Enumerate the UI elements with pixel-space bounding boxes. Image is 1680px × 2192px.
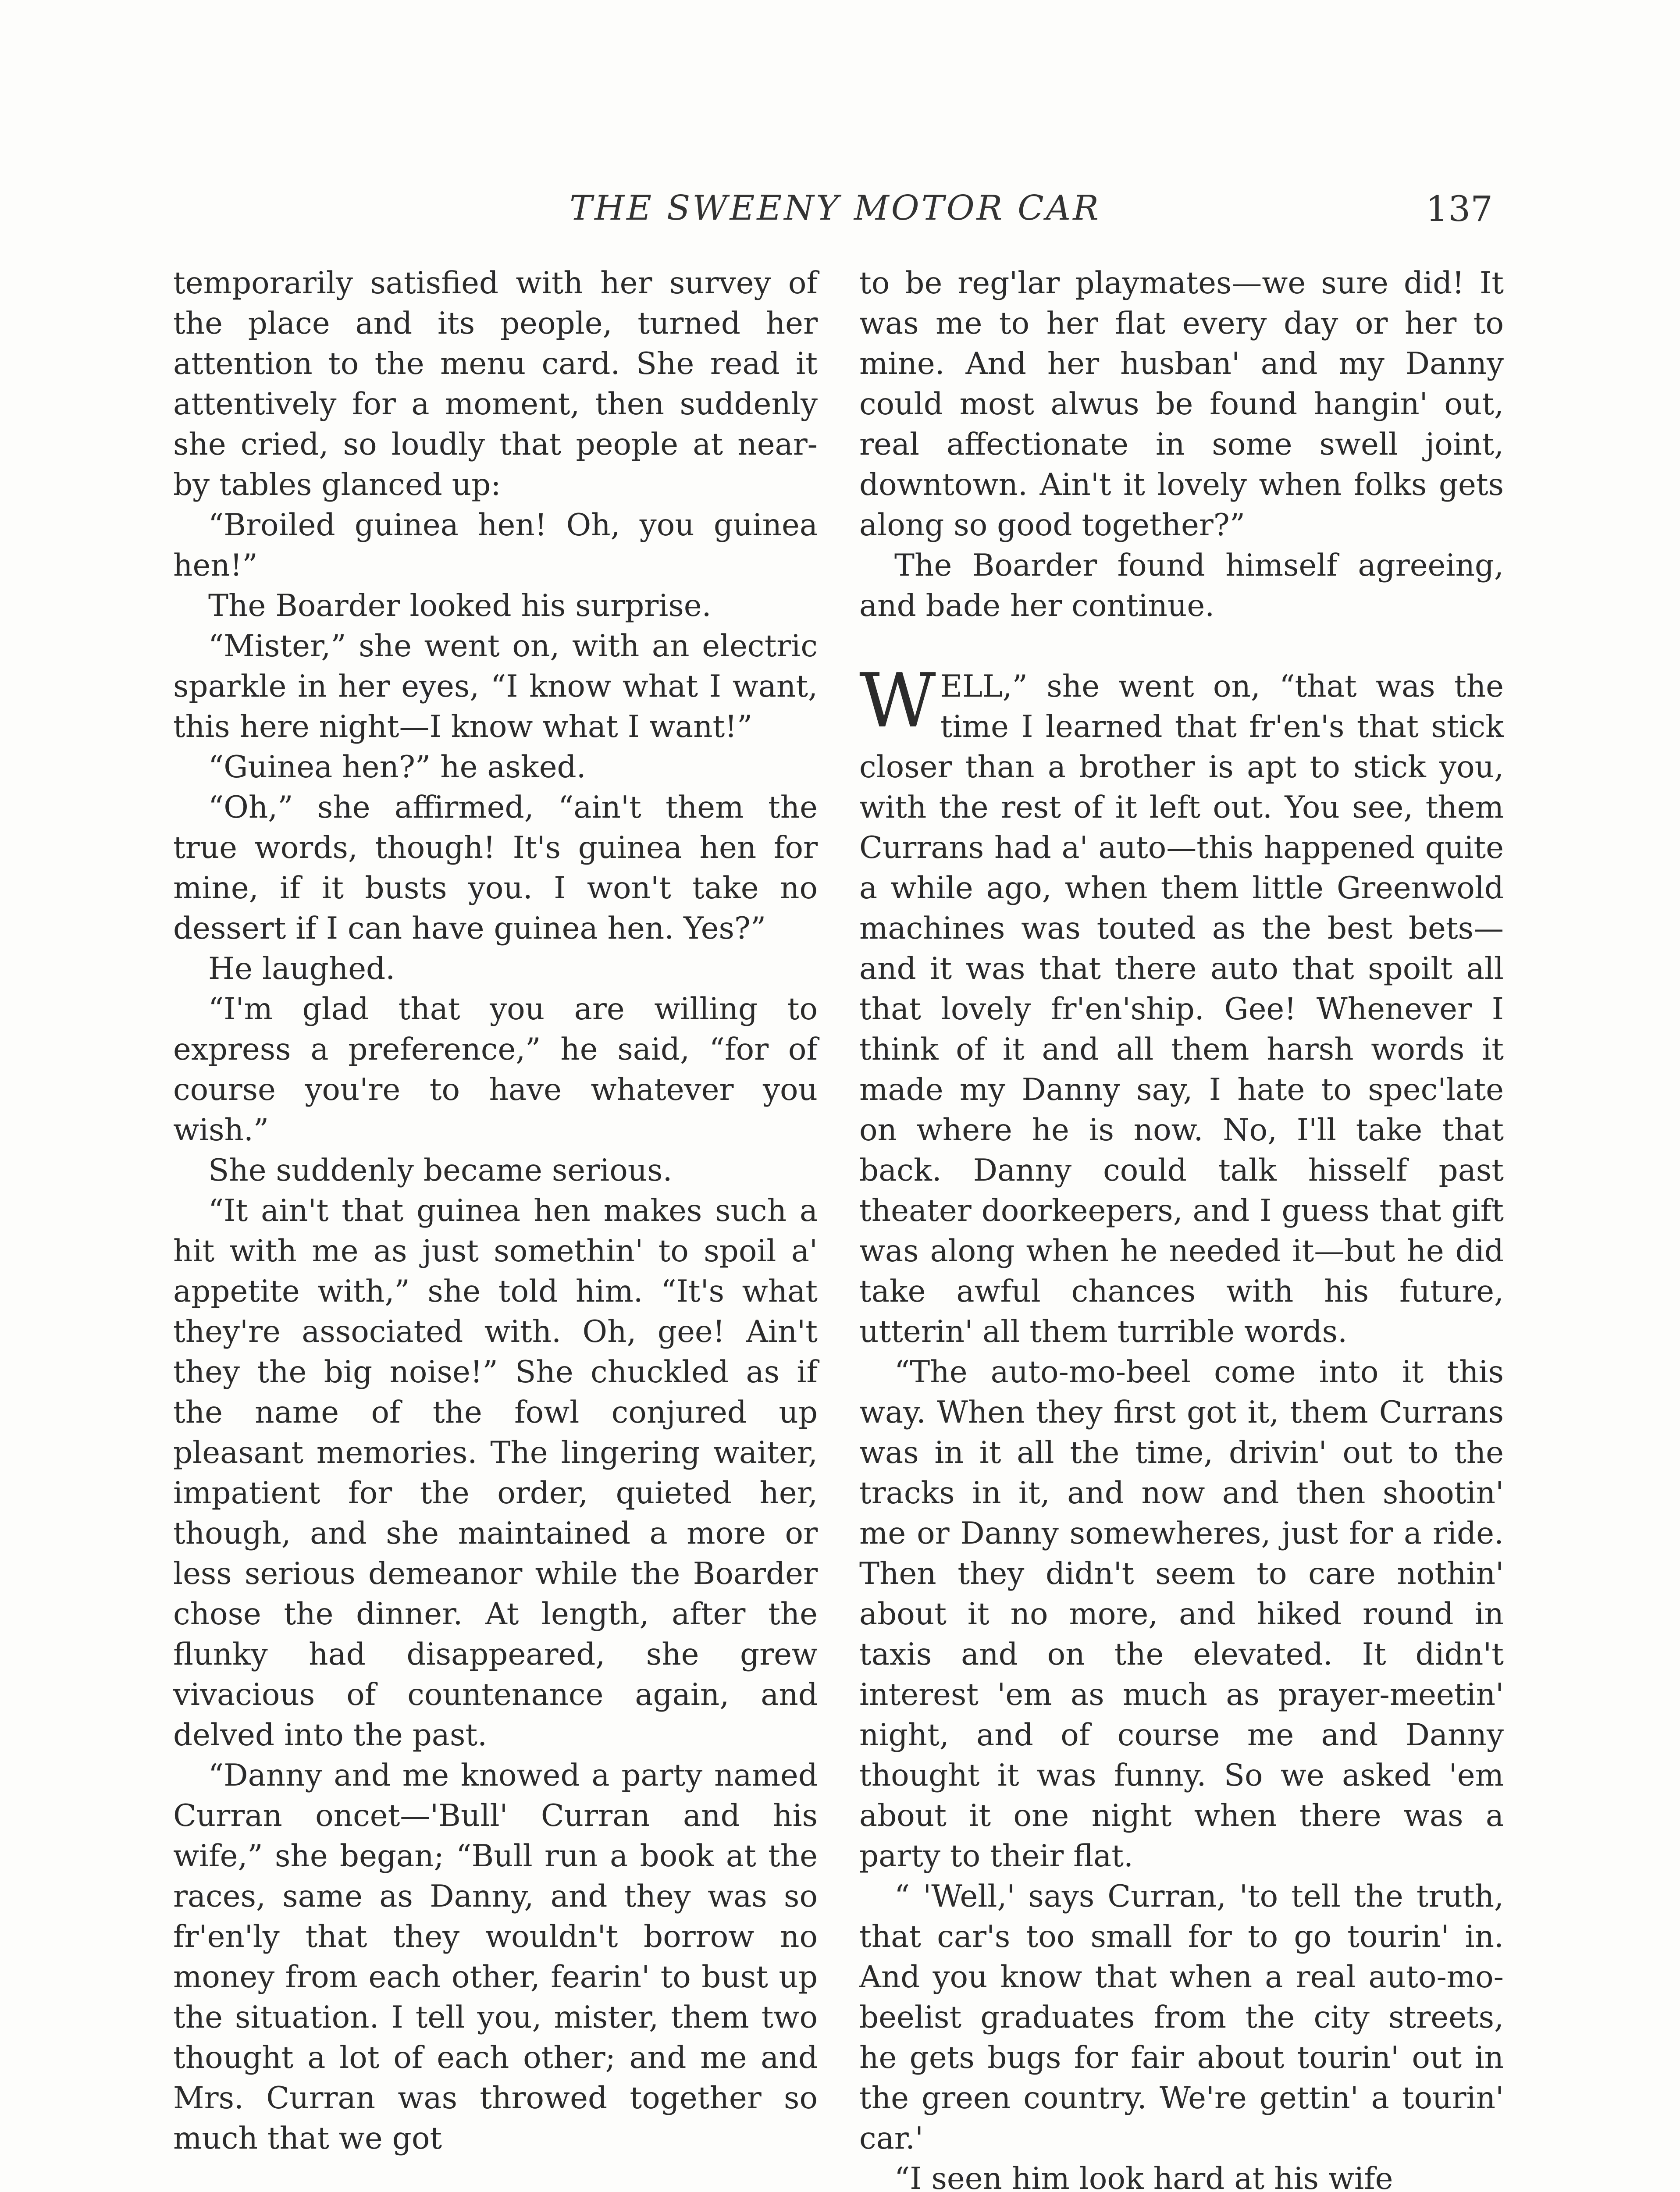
paragraph: “Oh,” she affirmed, “ain't them the true words, though! It's guinea hen for mine, if it busts you. I won't take no dessert if I can have guinea hen. Yes?” <box>173 790 818 946</box>
paragraph: “Guinea hen?” he asked. <box>208 750 586 785</box>
paragraph: “I seen him look hard at his wife <box>894 2161 1393 2192</box>
paragraph: temporarily satisfied with her survey of the place and its people, turned her attention to the menu card. She read it attentively for a moment, then suddenly she cried, so loudly that people at near-by tables glanced up: <box>173 266 818 502</box>
paragraph: She suddenly became serious. <box>208 1153 673 1188</box>
paragraph: “The auto-mo-beel come into it this way. When they first got it, them Currans was in it all the time, drivin' out to the tracks in it, and now and then shootin' me or Danny somewheres, just for a ride. Then they didn't seem to care nothin' about it no more, and hiked round in taxis and on the elevated. It didn't interest 'em as much as prayer-meetin' night, and of course me and Danny thought it was funny. So we asked 'em about it one night when there was a party to their flat. <box>859 1355 1504 1874</box>
right-column <box>859 263 1504 2192</box>
page-number: 137 <box>1426 189 1493 229</box>
paragraph: “It ain't that guinea hen makes such a hit with me as just somethin' to spoil a' appetite with,” she told him. “It's what they're associated with. Oh, gee! Ain't they the big noise!” She chuckled as if the name of the fowl conjured up pleasant memories. The lingering waiter, impatient for the order, quieted her, though, and she maintained a more or less serious demeanor while the Boarder chose the dinner. At length, after the flunky had disappeared, she grew vivacious of countenance again, and delved into the past. <box>173 1193 818 1753</box>
paragraph-text: ELL,” she went on, “that was the time I learned that fr'en's that stick closer than a brother is apt to stick you, with the rest of it left out. You see, them Currans had a' auto—this happened quite a while ago, when them little Greenwold machines was touted as the best bets—and it was that there auto that spoilt all that lovely fr'en'ship. Gee! Whenever I think of it and all them harsh words it made my Danny say, I hate to spec'late on where he is now. No, I'll take that back. Danny could talk hisself past theater doorkeepers, and I guess that gift was along when he needed it—but he did take awful chances with his future, utterin' all them turrible words. <box>859 669 1504 1349</box>
page-header <box>173 189 1497 237</box>
paragraph: “Broiled guinea hen! Oh, you guinea hen!” <box>173 508 818 583</box>
paragraph: “Danny and me knowed a party named Curran oncet—'Bull' Curran and his wife,” she began; “Bull run a book at the races, same as Danny, and they was so fr'en'ly that they wouldn't borrow no money from each other, fearin' to bust up the situation. I tell you, mister, them two thought a lot of each other; and me and Mrs. Curran was throwed together so much that we got <box>173 1758 818 2156</box>
paragraph: “ 'Well,' says Curran, 'to tell the truth, that car's too small for to go tourin' in. And you know that when a real auto-mo-beelist graduates from the city streets, he gets bugs for fair about tourin' out in the green country. We're gettin' a tourin' car.' <box>859 1879 1504 2156</box>
paragraph: The Boarder found himself agreeing, and bade her continue. <box>859 548 1504 623</box>
paragraph: to be reg'lar playmates—we sure did! It was me to her flat every day or her to mine. And her husban' and my Danny could most alwus be found hangin' out, real affectionate in some swell joint, downtown. Ain't it lovely when folks gets along so good together?” <box>859 266 1504 543</box>
paragraph: The Boarder looked his surprise. <box>208 588 712 623</box>
running-title: THE SWEENY MOTOR CAR <box>569 189 1101 228</box>
left-column <box>173 263 818 2159</box>
section-opening-paragraph <box>859 658 1504 1352</box>
paragraph: “I'm glad that you are willing to express a preference,” he said, “for of course you're to have whatever you wish.” <box>173 992 818 1148</box>
drop-cap: W <box>859 658 936 744</box>
paragraph: He laughed. <box>208 951 395 986</box>
paragraph: “Mister,” she went on, with an electric sparkle in her eyes, “I know what I want, this here night—I know what I want!” <box>173 629 818 744</box>
